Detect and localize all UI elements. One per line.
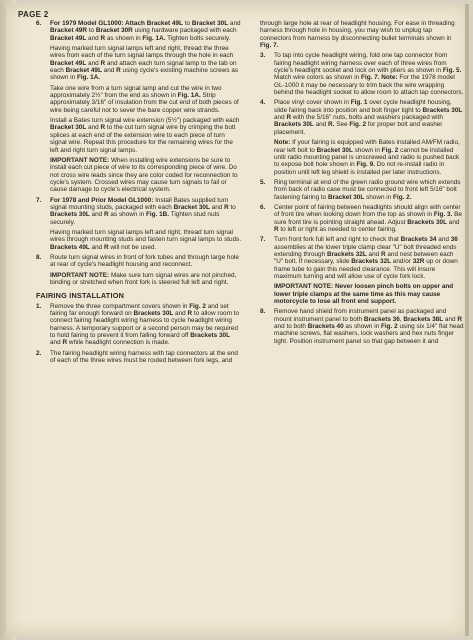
paragraph — [50, 117, 242, 154]
text-run: Having marked turn signal lamps left and right, thread turn signal wires through mounting studs and fasten turn signal lamps to studs. — [50, 228, 242, 244]
text-run: and — [173, 310, 188, 318]
paragraph — [50, 45, 242, 82]
paragraph — [274, 308, 464, 345]
bold-text-run: R — [224, 203, 229, 211]
text-run: as shown in — [105, 34, 143, 42]
bold-text-run: Brackets 30L — [50, 211, 90, 219]
bold-text-run: Bracket 49L — [146, 20, 183, 27]
paragraph — [50, 197, 242, 226]
bold-text-run: For 1978 and Prior Model GL1000: — [50, 196, 154, 204]
text-run: as shown in — [108, 211, 146, 219]
bold-text-run: R — [380, 250, 386, 258]
bold-text-run: Bracket 30L — [316, 146, 353, 154]
bold-text-run: Fig. 1A. — [142, 34, 166, 42]
bold-text-run: Brackets 30L — [190, 332, 230, 340]
right-column — [260, 20, 464, 348]
left-column — [36, 20, 242, 367]
text-run: using cycle's existing machine screws as shown in — [50, 67, 239, 82]
text-run: and — [86, 59, 101, 67]
step-number: 2. — [36, 349, 42, 357]
paragraph — [274, 99, 464, 136]
text-run: and nest between each "U" bolt. If necessary, slide — [274, 250, 454, 266]
text-run: will not be used. — [108, 243, 157, 251]
paragraph — [50, 85, 242, 114]
important-note — [274, 283, 464, 305]
step-number: 8. — [36, 253, 42, 261]
text-run: to — [228, 203, 236, 211]
bold-text-run: R. — [328, 121, 335, 129]
bold-text-run: Fig. 1A. — [77, 74, 101, 82]
text-run: Install Bates supplied turn signal mounting studs, packaged with each — [50, 196, 229, 211]
bold-text-run: Bracket 49L — [50, 34, 87, 42]
text-run: and/or — [391, 258, 413, 266]
step-number: 6. — [260, 203, 266, 211]
text-run: and set fairing far enough forward on — [50, 302, 229, 318]
text-run: to — [86, 27, 96, 35]
step-number: 5. — [260, 178, 266, 186]
text-run: If your fairing is equipped with Bates installed AM/FM radio, rear left bolt to — [274, 139, 460, 154]
text-run: and — [50, 339, 63, 347]
paragraph — [274, 52, 464, 96]
text-run: and — [274, 114, 287, 122]
text-run: through large hole at rear of headlight housing. For ease in threading harness through hole in housing, you may wish to unplug tap connectors from harness by disconnecting bullet terminals shown in — [260, 20, 455, 42]
bold-text-run: For 1979 Model GL1000: Attach — [50, 20, 147, 27]
bold-text-run: Fig. 2 — [381, 146, 399, 154]
bold-text-run: Brackets 30L — [407, 218, 448, 226]
bold-text-run: Brackets 32L — [326, 250, 367, 258]
bold-text-run: Bracket 49L — [50, 59, 87, 67]
bold-text-run: Fig. 1 — [350, 99, 368, 107]
step-number: 4. — [260, 99, 266, 107]
bold-text-run: Fig. 1B. — [145, 211, 170, 219]
bold-text-run: Bracket 30R — [95, 27, 133, 35]
bold-text-run: Brackets 30L — [274, 121, 314, 129]
paragraph — [274, 204, 464, 233]
bold-text-run: Bracket 30L — [50, 124, 87, 132]
text-run: See — [334, 121, 350, 129]
paragraph — [260, 20, 464, 49]
step-number: 8. — [260, 308, 266, 316]
bold-text-run: Fig. 3. — [433, 211, 453, 219]
text-run: Having marked turn signal lamps left and right, thread the three wires from each of the turn signal lamps through the hole in each — [50, 45, 234, 60]
text-run: Make sure turn signal wires are not pinched, binding or stretched when front fork is steered full left and right. — [50, 271, 237, 286]
text-run: Remove hand shield from instrument panel as packaged and mount instrument panel to both — [274, 308, 447, 323]
fairing-step-7 — [260, 236, 464, 305]
text-run: over cycle headlight housing, slide fairing back into position and bolt finger tight to — [274, 99, 452, 114]
text-run: and — [86, 124, 101, 132]
text-run: Tighten bolts securely. — [165, 34, 231, 42]
bold-text-run: Note: — [381, 74, 398, 82]
bold-text-run: R — [100, 59, 106, 67]
text-run: shown in — [364, 193, 394, 201]
page-edge — [465, 4, 469, 636]
bold-text-run: Brackets 36 — [363, 315, 400, 323]
text-run: to — [182, 20, 192, 27]
text-run: and — [209, 203, 225, 211]
text-run: using hardware packaged with each — [132, 27, 237, 35]
text-run: Take one wire from a turn signal lamp and cut the wire in two approximately 2½" from the end as shown in — [50, 84, 222, 100]
paragraph — [274, 139, 464, 176]
text-run: Route turn signal wires in front of fork tubes and through large hole at rear of cycle's headlight housing and reconnect. — [50, 253, 239, 269]
text-run: and — [228, 20, 241, 27]
step-number: 7. — [36, 196, 42, 204]
fairing-step-5 — [260, 179, 464, 201]
bold-text-run: R — [187, 310, 193, 318]
bold-text-run: Brackets 30L — [133, 310, 174, 318]
bold-text-run: R — [286, 114, 292, 122]
bold-text-run: Bracket 49L — [65, 67, 102, 75]
bold-text-run: R — [457, 315, 462, 323]
paragraph — [50, 229, 242, 251]
bold-text-run: Brackets 34 — [400, 236, 437, 244]
fairing-step-1 — [36, 303, 242, 347]
text-run: , — [399, 315, 404, 323]
bold-text-run: Brackets 30L — [422, 106, 463, 114]
text-run: Be sure front tire is pointing straight ahead. Adjust — [274, 211, 462, 226]
bold-text-run: R — [104, 243, 109, 251]
bold-text-run: R — [104, 211, 109, 219]
fairing-step-6 — [260, 204, 464, 233]
fairing-step-4 — [260, 99, 464, 175]
text-run: and — [101, 67, 117, 75]
step-7 — [36, 197, 242, 251]
text-run: and — [366, 250, 381, 258]
bold-text-run: Brackets 49L — [50, 243, 90, 251]
bold-text-run: 36 — [450, 236, 458, 244]
bold-text-run: Brackets 32L — [351, 258, 392, 266]
step-number: 3. — [260, 52, 266, 60]
step-number: 7. — [260, 236, 266, 244]
text-run: Remove the three compartment covers shown in — [50, 302, 190, 310]
bold-text-run: Fig. 2 — [349, 121, 367, 129]
bold-text-run: Bracket 30L — [328, 193, 365, 201]
text-run: When installing wire extensions be sure to install each cut piece of wire to its corresponding piece of wire. Do not cross wire leads since they are color coded for reconnection to cycle's system. Crossed wires may cause turn signals to fail or cause damage to cycle's electrical system. — [50, 156, 238, 194]
text-run: Ring terminal at end of the green radio ground wire which extends from back of radio case must be connected to front left 5/16" bolt fastening fairing to — [274, 178, 461, 201]
text-run: To tap into cycle headlight wiring, fold one tap connector from fairing headlight wiring harness over each of three wires from cycle's headlight socket and lock on with pliers as shown in — [274, 52, 448, 75]
text-run: for proper bolt and washer placement. — [274, 121, 443, 136]
fairing-step-8 — [260, 308, 464, 345]
bold-text-run: Fig. 5. — [442, 67, 462, 75]
page-label: PAGE 2 — [18, 10, 49, 19]
bold-text-run: Fig. 9. — [356, 161, 375, 169]
bold-text-run: Fig. 2. — [393, 193, 412, 201]
text-run: Place vinyl cover shown in — [274, 99, 351, 107]
text-run: and to both — [274, 323, 308, 331]
paragraph — [50, 20, 242, 42]
text-run: Match wire colors as shown in — [274, 74, 362, 82]
bold-text-run: IMPORTANT NOTE: Never loosen pinch bolts on upper and lower triple clamps at the same time as this may cause motorcycle to lose all front end support. — [274, 283, 454, 306]
bold-text-run: Note: — [274, 139, 291, 147]
text-run: Tighten stud nuts securely. — [50, 211, 220, 226]
text-run: and — [86, 34, 101, 42]
text-run: For the 1978 model GL-1000 it may be necessary to trim back the wire wrapping behind the headlight socket to allow room to attach tap connectors. — [274, 74, 464, 97]
bold-text-run: Fig. 2 — [380, 323, 398, 331]
text-run: to left or right as needed to center fairing. — [278, 225, 397, 233]
text-run: and — [443, 315, 458, 323]
text-run: and — [313, 121, 329, 129]
important-note — [50, 157, 242, 194]
bold-text-run: Brackets 40 — [307, 323, 344, 331]
bold-text-run: Bracket 30L — [173, 203, 210, 211]
text-run: and — [447, 218, 460, 226]
bold-text-run: Fig. 7. — [361, 74, 380, 82]
section-title: FAIRING INSTALLATION — [36, 291, 125, 301]
text-run: Turn front fork full left and right to check that — [274, 236, 401, 244]
step-6 — [36, 20, 242, 194]
text-run: Center point of fairing between headlights should align with center of front tire when looking down from the top as shown in — [274, 203, 461, 219]
fairing-step-3 — [260, 52, 464, 96]
text-run: and — [89, 243, 105, 251]
text-run: to the cut turn signal wire by crimping the butt splices at each end of the extension wire to each piece of turn signal wire. Repeat this procedure for the remaining wires for the left and right turn signal lamps. — [50, 124, 236, 154]
bold-text-run: IMPORTANT NOTE: — [50, 156, 110, 164]
step-8 — [36, 254, 242, 286]
text-run: to allow room to connect fairing headlight wiring harness to cycle headlight wiring harness. A temporary support or a second person may be required to hold fairing to prevent it from falling forward off — [50, 310, 240, 340]
text-run: as shown in — [343, 323, 381, 331]
text-run: shown in — [352, 146, 382, 154]
text-run: Strip approximately 3/16" of insulation from the cut end of both pieces of wire being careful not to sever the bare copper wire strands. — [50, 92, 239, 114]
text-run: Do not re-install radio in position until left leg shield is installed per later instructions. — [274, 161, 445, 176]
text-run: with the 5/16" nuts, bolts and washers packaged with — [291, 114, 443, 122]
bold-text-run: R — [116, 67, 121, 75]
bold-text-run: Bracket 49R — [50, 27, 87, 35]
step-number: 6. — [36, 20, 42, 27]
bold-text-run: R — [100, 34, 106, 42]
bold-text-run: R — [62, 339, 68, 347]
important-note — [50, 272, 242, 287]
text-run: using six 1/4" flat head machine screws, flat washers, lock washers and hex nuts finger tight. Position instrument panel so that gap between it and — [274, 323, 464, 345]
text-run: Install a Bates turn signal wire extension (5½") packaged with each — [50, 117, 240, 125]
paragraph — [50, 254, 242, 269]
bold-text-run: R — [274, 225, 279, 233]
bold-text-run: Brackets 38L — [403, 315, 444, 323]
bold-text-run: Bracket 30L — [191, 20, 229, 27]
text-run: up or down frame tube to gain this needed clearance. This will insure maximum turning and will allow use of cycle fork lock. — [274, 258, 458, 280]
fairing-step-2 — [36, 350, 242, 365]
text-run: and — [89, 211, 105, 219]
document-page — [6, 4, 469, 636]
text-run: and — [436, 236, 451, 244]
bold-text-run: Fig. 1A. — [177, 92, 201, 100]
paragraph — [274, 236, 464, 280]
text-run: and attach each turn signal lamp to the tab on each — [50, 59, 237, 75]
text-run: assemblies at the lower triple clamp clear "U" bolt threaded ends extending through — [274, 243, 457, 258]
text-run: The fairing headlight wiring harness with tap connectors at the end of each of the three wires must be routed between fork legs, and — [50, 349, 238, 365]
text-run: cannot be installed until radio mounting panel is unscrewed and radio is pushed back to expose bolt hole shown in — [274, 146, 460, 169]
paragraph — [50, 350, 242, 365]
bold-text-run: R — [100, 124, 106, 132]
paragraph — [274, 179, 464, 201]
bold-text-run: Fig. 2 — [189, 302, 206, 310]
bold-text-run: 32R — [412, 258, 425, 266]
bold-text-run: Fig. 7. — [260, 42, 279, 50]
bold-text-run: IMPORTANT NOTE: — [50, 271, 110, 279]
step-number: 1. — [36, 302, 42, 310]
text-run: while headlight connection is made. — [67, 339, 170, 347]
paragraph — [50, 303, 242, 347]
